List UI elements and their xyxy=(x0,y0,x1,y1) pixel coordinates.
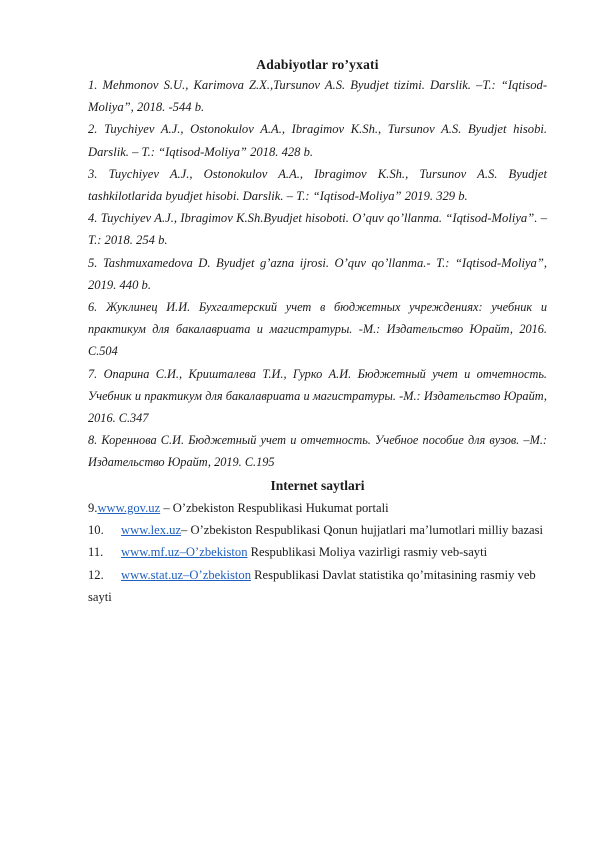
reference-item xyxy=(88,163,547,207)
site-description: – O’zbekiston Respublikasi Qonun hujjatlari ma’lumotlari milliy bazasi xyxy=(181,523,544,538)
reference-item xyxy=(88,207,547,251)
reference-number: 5. xyxy=(88,255,103,270)
references-heading: Adabiyotlar ro’yxati xyxy=(256,57,379,72)
site-number: 9. xyxy=(88,500,98,515)
reference-number: 6. xyxy=(88,300,106,315)
site-number: 10. xyxy=(88,523,104,538)
site-item xyxy=(88,519,547,541)
site-item xyxy=(88,497,547,519)
reference-item xyxy=(88,296,547,363)
site-link[interactable]: www.lex.uz xyxy=(121,523,182,538)
reference-text: Кореннова С.И. Бюджетный учет и отчетность. Учебное пособие для вузов. –М.: Издательство Юрайт, 2019. С.195 xyxy=(88,433,547,470)
reference-number: 7. xyxy=(88,366,104,381)
reference-item xyxy=(88,252,547,296)
reference-number: 1. xyxy=(88,78,103,92)
site-description: Respublikasi Moliya vazirligi rasmiy veb-sayti xyxy=(247,545,488,560)
site-link[interactable]: www.stat.uz–O’zbekiston xyxy=(121,567,251,582)
reference-text: Опарина С.И., Кришталева Т.И., Гурко А.И. Бюджетный учет и отчетность. Учебник и практикум для бакалавриата и магистратуры. -М.: Издательство Юрайт, 2016. С.347 xyxy=(88,366,547,426)
reference-text: Tashmuxamedova D. Byudjet g’azna ijrosi. O’quv qo’llanma.- T.: “Iqtisod-Moliya”, 2019. 440 b. xyxy=(88,255,547,292)
site-list xyxy=(88,497,547,609)
reference-item xyxy=(88,363,547,430)
reference-number: 3. xyxy=(88,166,109,181)
reference-text: Tuychiyev A.J., Ostonokulov A.A., Ibragimov K.Sh., Tursunov A.S. Byudjet tashkilotlarida byudjet hisobi. Darslik. – T.: “Iqtisod-Moliya” 2019. 329 b. xyxy=(88,166,547,204)
site-description: – O’zbekiston Respublikasi Hukumat portali xyxy=(160,500,389,515)
site-number: 12. xyxy=(88,567,104,582)
site-item xyxy=(88,564,547,609)
site-description: Respublikasi Davlat statistika qo’mitasining rasmiy veb sayti xyxy=(88,567,536,605)
reference-text: Mehmonov S.U., Karimova Z.X.,Tursunov A.S. Byudjet tizimi. Darslik. –T.: “Iqtisod-Moliya”, 2018. -544 b. xyxy=(88,78,548,115)
reference-item xyxy=(88,74,547,118)
reference-text: Жуклинец И.И. Бухгалтерский учет в бюджетных учреждениях: учебник и практикум для бакалавриата и магистратуры. -М.: Издательство Юрайт, 2016. С.504 xyxy=(88,300,547,359)
reference-text: Tuychiyev A.J., Ibragimov K.Sh.Byudjet hisoboti. O’quv qo’llanma. “Iqtisod-Moliya”. – T.: 2018. 254 b. xyxy=(88,211,548,248)
site-number: 11. xyxy=(88,545,104,560)
reference-number: 2. xyxy=(88,122,105,137)
reference-item xyxy=(88,429,547,473)
reference-number: 4. xyxy=(88,211,101,226)
reference-item xyxy=(88,118,547,162)
reference-list xyxy=(88,74,547,474)
site-link[interactable]: www.gov.uz xyxy=(97,500,161,515)
bibliography-page xyxy=(88,56,547,609)
internet-sites-heading: Internet saytlari xyxy=(270,477,365,493)
reference-number: 8. xyxy=(88,433,102,448)
site-link[interactable]: www.mf.uz–O’zbekiston xyxy=(121,545,248,560)
site-item xyxy=(88,541,547,563)
reference-text: Tuychiyev A.J., Ostonokulov A.A., Ibragimov K.Sh., Tursunov A.S. Byudjet hisobi. Darslik. – T.: “Iqtisod-Moliya” 2018. 428 b. xyxy=(88,122,548,159)
